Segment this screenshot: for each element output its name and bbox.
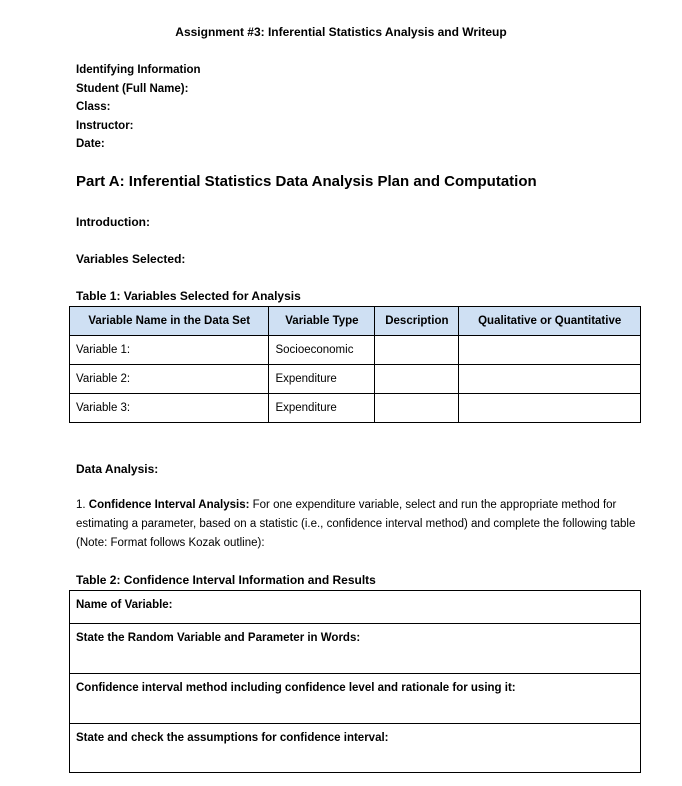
part-a-heading: Part A: Inferential Statistics Data Analysis Plan and Computation xyxy=(76,173,537,190)
introduction-label: Introduction: xyxy=(76,215,150,229)
item-number: 1. xyxy=(76,499,86,511)
table-row xyxy=(70,624,641,674)
column-header: Description xyxy=(375,307,459,336)
table-cell: Variable 1: xyxy=(70,336,269,365)
table-cell: Variable 3: xyxy=(70,394,269,423)
item-title: Confidence Interval Analysis: xyxy=(88,499,250,511)
date-label: Date: xyxy=(76,138,105,150)
table-cell: Expenditure xyxy=(269,394,375,423)
instructor-label: Instructor: xyxy=(76,119,134,132)
table-cell xyxy=(459,394,641,423)
column-header: Variable Name in the Data Set xyxy=(70,307,269,336)
table-cell xyxy=(375,365,459,394)
item-text: For one expenditure variable, select and run the appropriate method for estimating a parameter, based on a statistic (i.e., confidence interval method) and complete the following table (Note: Format follows Kozak outline): xyxy=(76,499,636,549)
document-title: Assignment #3: Inferential Statistics Analysis and Writeup xyxy=(175,25,507,39)
table-row xyxy=(70,591,641,624)
identifying-info-heading: Identifying Information xyxy=(76,64,201,76)
table-cell: Name of Variable: xyxy=(70,591,641,624)
table-cell: Expenditure xyxy=(269,365,375,394)
confidence-interval-instructions xyxy=(76,496,636,553)
table-cell xyxy=(459,336,641,365)
column-header: Variable Type xyxy=(269,307,375,336)
table-cell: Confidence interval method including confidence level and rationale for using it: xyxy=(70,674,641,724)
table-row xyxy=(70,336,641,365)
table-header-row xyxy=(70,307,641,336)
table-row xyxy=(70,674,641,724)
confidence-interval-table xyxy=(69,590,641,773)
variables-selected-label: Variables Selected: xyxy=(76,252,186,266)
data-analysis-label: Data Analysis: xyxy=(76,462,159,476)
table-cell: Variable 2: xyxy=(70,365,269,394)
table-row xyxy=(70,394,641,423)
student-name-label: Student (Full Name): xyxy=(76,82,189,95)
table-row xyxy=(70,724,641,773)
table-cell xyxy=(459,365,641,394)
table2-caption: Table 2: Confidence Interval Information and Results xyxy=(76,573,376,587)
table-cell: State and check the assumptions for confidence interval: xyxy=(70,724,641,773)
variables-table xyxy=(69,306,641,423)
table1-caption: Table 1: Variables Selected for Analysis xyxy=(76,289,301,303)
class-label: Class: xyxy=(76,101,111,113)
table-cell: Socioeconomic xyxy=(269,336,375,365)
table-cell xyxy=(375,336,459,365)
table-cell: State the Random Variable and Parameter in Words: xyxy=(70,624,641,674)
column-header: Qualitative or Quantitative xyxy=(459,307,641,336)
table-row xyxy=(70,365,641,394)
table-cell xyxy=(375,394,459,423)
identifying-info-block xyxy=(76,61,201,154)
